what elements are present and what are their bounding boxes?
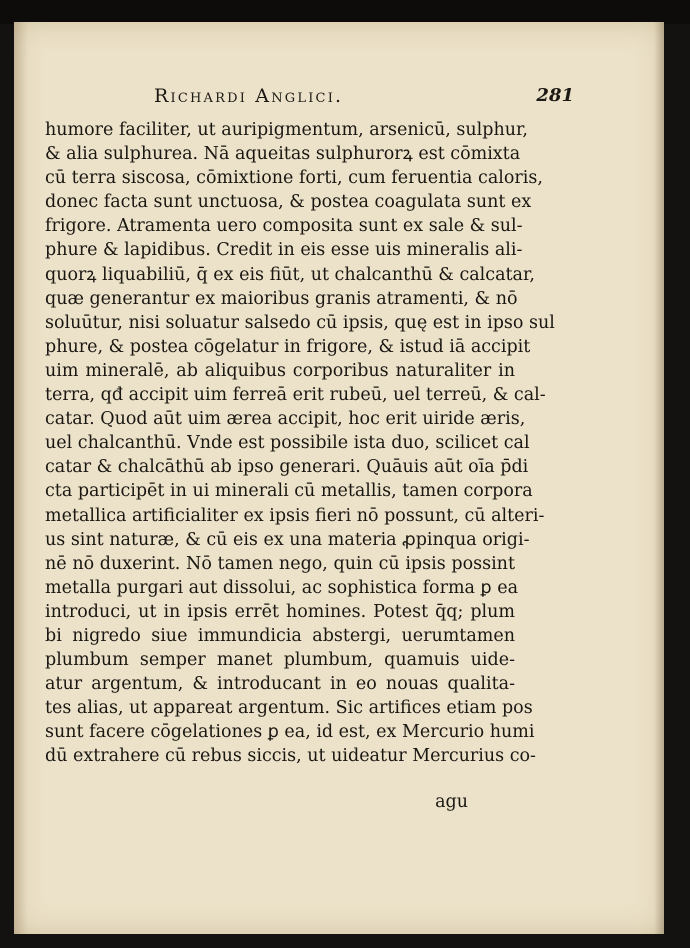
text-line: dū extrahere cū rebus siccis, ut uideatur Mercurius co-	[45, 746, 536, 767]
text-line: quorꝝ liquabiliū, q̄ ex eis fiūt, ut chalcanthū & calcatar,	[45, 264, 535, 285]
text-line: introduci, ut in ipsis errēt homines. Potest q̄q; plum	[45, 601, 515, 622]
running-head: Richardi Anglici.	[154, 85, 344, 107]
text-line: catar. Quod aūt uim ærea accipit, hoc erit uiride æris,	[45, 409, 526, 430]
text-line: us sint naturæ, & cū eis ex una materia ꝓpinqua origi-	[45, 529, 530, 550]
text-line: cta participēt in ui minerali cū metallis, tamen corpora	[45, 481, 533, 502]
edge-shadow	[654, 22, 664, 934]
text-line: metalla purgari aut dissolui, ac sophistica forma ꝑ ea	[45, 577, 519, 598]
scan-dark-edge	[0, 0, 690, 24]
text-line: frigore. Atramenta uero composita sunt ex sale & sul-	[45, 216, 523, 237]
catchword: agu	[435, 792, 468, 812]
text-line: metallica artificialiter ex ipsis fieri nō possunt, cū alteri-	[45, 505, 545, 526]
text-line: cū terra siscosa, cōmixtione forti, cum feruentia caloris,	[45, 168, 543, 189]
text-line: catar & chalcāthū ab ipso generari. Quāuis aūt oīa p̄di	[45, 457, 529, 478]
text-line: atur argentum, & introducant in eo nouas qualita-	[45, 674, 515, 695]
page-header	[154, 85, 574, 111]
text-line: uim mineralē, ab aliquibus corporibus naturaliter in	[45, 360, 515, 381]
text-line: soluūtur, nisi soluatur salsedo cū ipsis, quę est in ipso sul	[45, 312, 555, 333]
page-number: 281	[536, 85, 574, 106]
text-block	[45, 118, 555, 769]
text-line: plumbum semper manet plumbum, quamuis uide-	[45, 650, 515, 671]
text-line: phure & lapidibus. Credit in eis esse uis mineralis ali-	[45, 240, 523, 261]
text-line: quæ generantur ex maioribus granis atramenti, & nō	[45, 288, 518, 309]
text-line: & alia sulphurea. Nā aqueitas sulphurorꝝ est cōmixta	[45, 144, 521, 165]
text-line: bi nigredo siue immundicia abstergi, uerumtamen	[45, 625, 515, 646]
text-line: uel chalcanthū. Vnde est possibile ista duo, scilicet cal	[45, 433, 530, 454]
text-line: tes alias, ut appareat argentum. Sic artifices etiam pos	[45, 698, 533, 719]
text-line: phure, & postea cōgelatur in frigore, & istud iā accipit	[45, 336, 531, 357]
text-line: donec facta sunt unctuosa, & postea coagulata sunt ex	[45, 192, 532, 213]
book-page	[14, 22, 664, 934]
text-line: sunt facere cōgelationes ꝑ ea, id est, ex Mercurio humi	[45, 722, 535, 743]
text-line: terra, qđ accipit uim ferreā erit rubeū, uel terreū, & cal-	[45, 385, 546, 406]
text-line: humore faciliter, ut auripigmentum, arsenicū, sulphur,	[45, 120, 528, 140]
text-line: nē nō duxerint. Nō tamen nego, quin cū ipsis possint	[45, 553, 515, 574]
gutter-shadow	[14, 22, 28, 934]
